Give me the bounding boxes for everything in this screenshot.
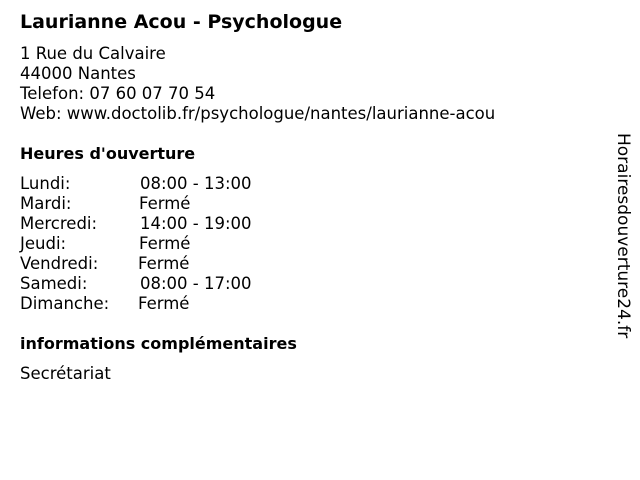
- hours-time: Fermé: [138, 294, 190, 313]
- phone-number: Telefon: 07 60 07 70 54: [20, 84, 216, 103]
- hours-day: Dimanche:: [20, 294, 110, 313]
- hours-time: 14:00 - 19:00: [140, 214, 252, 233]
- additional-info-heading: informations complémentaires: [20, 334, 297, 353]
- hours-day: Jeudi:: [20, 234, 67, 253]
- opening-hours-list: [20, 174, 320, 314]
- hours-row-thursday: [20, 234, 320, 254]
- hours-day: Vendredi:: [20, 254, 99, 273]
- business-title: Laurianne Acou - Psychologue: [20, 11, 343, 33]
- hours-time: Fermé: [139, 194, 191, 213]
- hours-day: Mercredi:: [20, 214, 98, 233]
- hours-row-friday: [20, 254, 320, 274]
- hours-time: 08:00 - 17:00: [140, 274, 252, 293]
- hours-day: Mardi:: [20, 194, 72, 213]
- website: Web: www.doctolib.fr/psychologue/nantes/laurianne-acou: [20, 104, 496, 123]
- address-city: 44000 Nantes: [20, 64, 136, 83]
- additional-info-text: Secrétariat: [20, 364, 111, 383]
- address-street: 1 Rue du Calvaire: [20, 44, 166, 63]
- hours-row-wednesday: [20, 214, 320, 234]
- hours-row-sunday: [20, 294, 320, 314]
- site-watermark: Horairesdouverture24.fr: [613, 133, 633, 339]
- hours-day: Samedi:: [20, 274, 88, 293]
- hours-time: Fermé: [138, 254, 190, 273]
- hours-row-saturday: [20, 274, 320, 294]
- hours-day: Lundi:: [20, 174, 71, 193]
- hours-time: 08:00 - 13:00: [140, 174, 252, 193]
- hours-time: Fermé: [139, 234, 191, 253]
- opening-hours-heading: Heures d'ouverture: [20, 144, 196, 163]
- hours-row-tuesday: [20, 194, 320, 214]
- business-contact: [20, 44, 495, 124]
- hours-row-monday: [20, 174, 320, 194]
